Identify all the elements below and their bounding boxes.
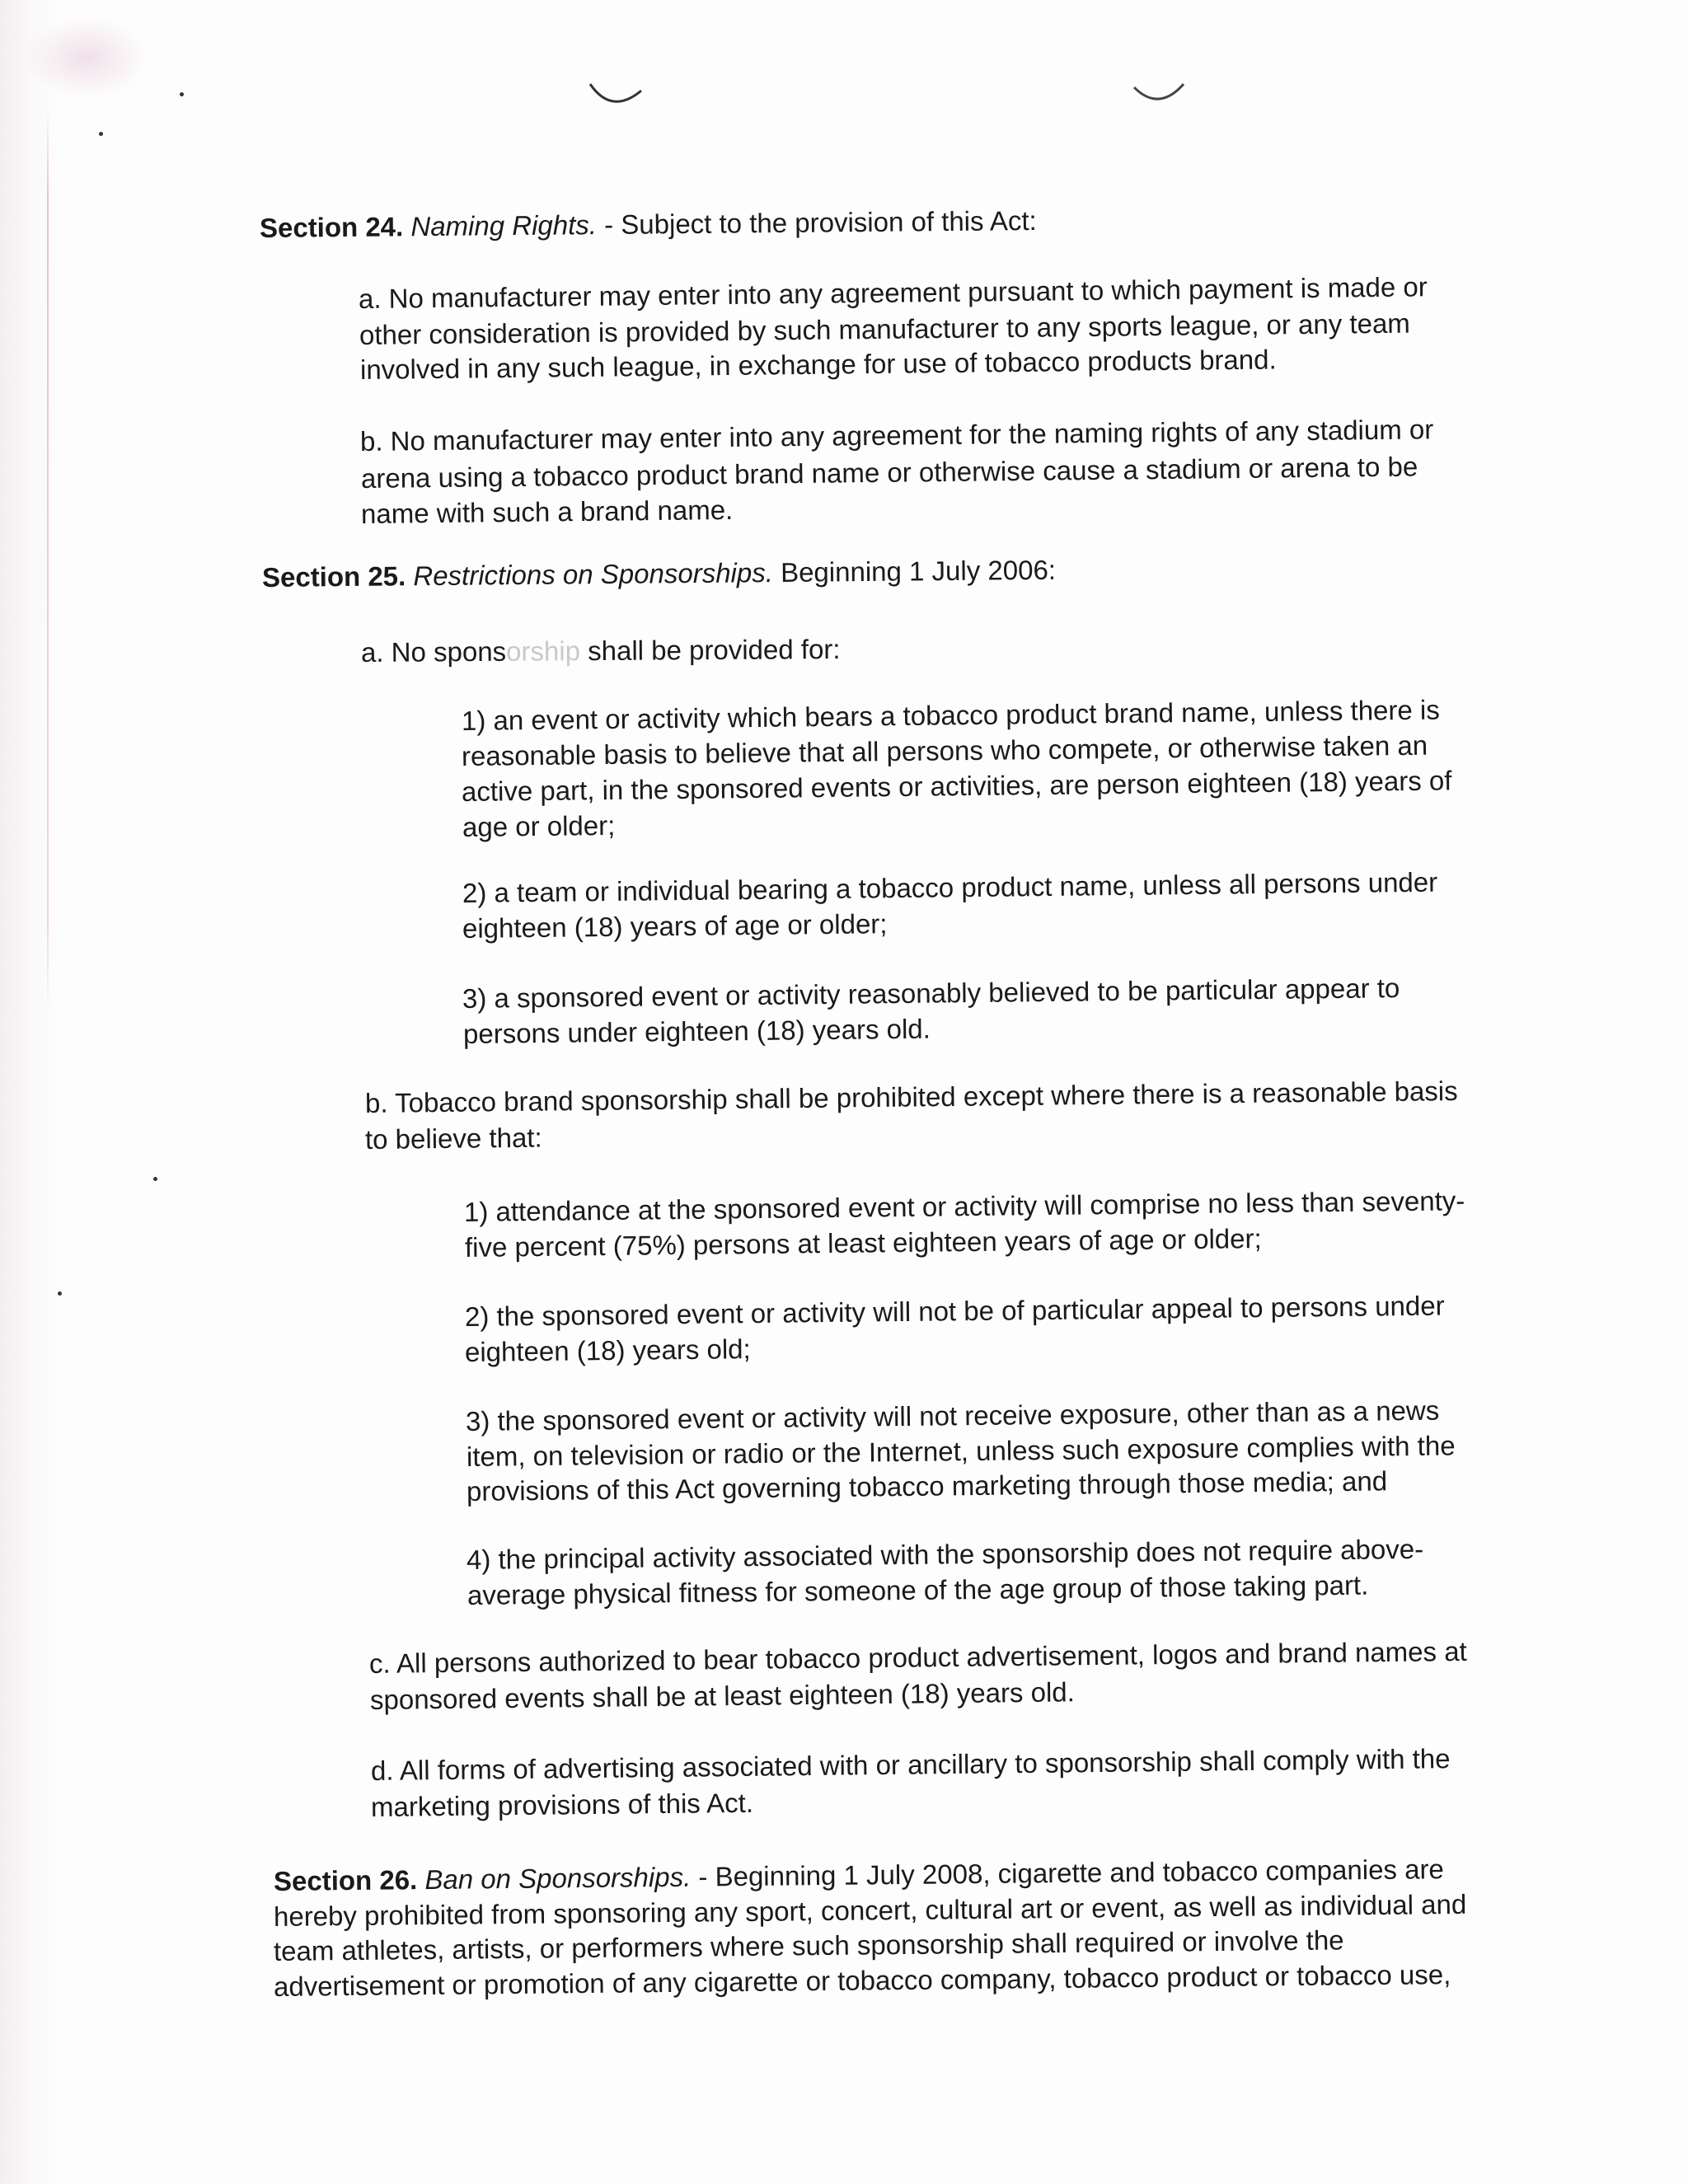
paragraph-line: 3) the sponsored event or activity will not receive exposure, other than as a news <box>465 1394 1440 1436</box>
subsection-a-heading <box>361 632 841 670</box>
paragraph-line: hereby prohibited from sponsoring any sport, concert, cultural art or event, as well as individual and <box>273 1888 1467 1932</box>
text-fragment: a. No spons <box>360 635 507 668</box>
paragraph-line: 4) the principal activity associated with the sponsorship does not require above- <box>466 1533 1424 1575</box>
section-title: Naming Rights. <box>410 209 598 242</box>
paragraph-line: 1) an event or activity which bears a tobacco product brand name, unless there is <box>461 694 1440 736</box>
section-title: Ban on Sponsorships. <box>424 1861 692 1896</box>
hole-punch-mark-left <box>587 79 646 115</box>
paragraph-line: involved in any such league, in exchange for use of tobacco products brand. <box>359 344 1277 385</box>
paragraph-line: active part, in the sponsored events or activities, are person eighteen (18) years of <box>461 765 1452 807</box>
paragraph-line: c. All persons authorized to bear tobacco product advertisement, logos and brand names at <box>368 1635 1467 1679</box>
paragraph-line: eighteen (18) years old; <box>464 1333 751 1367</box>
paragraph-line: age or older; <box>462 809 616 842</box>
paragraph-line: sponsored events shall be at least eighteen (18) years old. <box>369 1676 1076 1715</box>
section-number: Section 25. <box>261 560 406 593</box>
scan-speck <box>99 132 103 136</box>
section-number: Section 26. <box>273 1864 418 1896</box>
paragraph-line: name with such a brand name. <box>360 494 734 529</box>
paragraph-line: a. No manufacturer may enter into any agreement pursuant to which payment is made or <box>358 271 1428 314</box>
section-title: Restrictions on Sponsorships. <box>413 557 774 592</box>
text-fragment: shall be provided for: <box>579 633 841 667</box>
paragraph-line: b. Tobacco brand sponsorship shall be prohibited except where there is a reasonable basis <box>364 1075 1458 1118</box>
section-intro: - Subject to the provision of this Act: <box>596 204 1037 241</box>
paragraph-line: reasonable basis to believe that all persons who compete, or otherwise taken an <box>461 729 1428 771</box>
scan-left-edge-shadow <box>0 0 58 2184</box>
paragraph-line: team athletes, artists, or performers where such sponsorship shall required or involve the <box>273 1924 1344 1966</box>
paragraph-line: advertisement or promotion of any cigarette or tobacco company, tobacco product or tobacco use, <box>273 1959 1451 2002</box>
faded-text-fragment: orship <box>505 635 581 667</box>
section-25-heading <box>262 553 1056 595</box>
section-intro: Beginning 1 July 2006: <box>772 554 1057 588</box>
section-number: Section 24. <box>259 211 404 243</box>
hole-punch-mark-right <box>1129 79 1189 115</box>
section-24-heading <box>260 204 1037 246</box>
scan-margin-line <box>47 107 49 1014</box>
scan-corner-smudge <box>25 16 148 99</box>
paragraph-line: 3) a sponsored event or activity reasonably believed to be particular appear to <box>462 972 1400 1014</box>
paragraph-line: persons under eighteen (18) years old. <box>462 1013 931 1049</box>
paragraph-line: 2) the sponsored event or activity will not be of particular appeal to persons under <box>464 1290 1445 1332</box>
paragraph-line: marketing provisions of this Act. <box>370 1787 754 1822</box>
paragraph-line: b. No manufacturer may enter into any agreement for the naming rights of any stadium or <box>359 414 1434 457</box>
paragraph-line: eighteen (18) years of age or older; <box>462 908 888 944</box>
scan-speck <box>153 1177 157 1181</box>
paragraph-line: d. All forms of advertising associated with or ancillary to sponsorship shall comply with the <box>370 1743 1451 1786</box>
paragraph-line: other consideration is provided by such manufacturer to any sports league, or any team <box>359 307 1410 350</box>
paragraph-line: provisions of this Act governing tobacco marketing through those media; and <box>466 1465 1388 1507</box>
paragraph-line: five percent (75%) persons at least eighteen years of age or older; <box>464 1223 1262 1263</box>
section-intro: - Beginning 1 July 2008, cigarette and tobacco companies are <box>691 1854 1444 1892</box>
paragraph-line: 2) a team or individual bearing a tobacco product name, unless all persons under <box>462 866 1438 908</box>
paragraph-line: average physical fitness for someone of the age group of those taking part. <box>467 1569 1369 1610</box>
scan-speck <box>180 92 184 96</box>
paragraph-line: item, on television or radio or the Internet, unless such exposure complies with the <box>466 1430 1456 1472</box>
paragraph-line: 1) attendance at the sponsored event or activity will comprise no less than seventy- <box>463 1185 1465 1227</box>
paragraph-line: arena using a tobacco product brand name or otherwise cause a stadium or arena to be <box>360 451 1418 494</box>
scan-speck <box>58 1291 62 1296</box>
paragraph-line: to believe that: <box>364 1122 542 1155</box>
